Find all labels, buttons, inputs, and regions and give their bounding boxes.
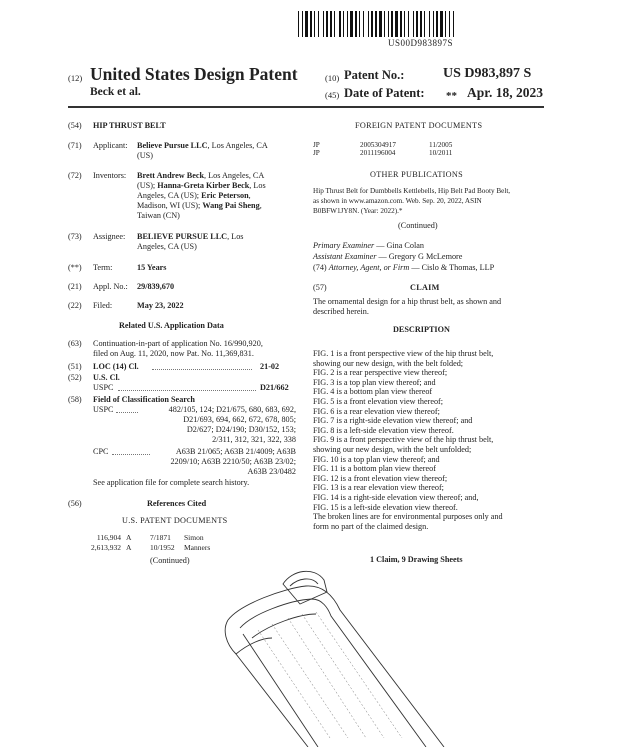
- term-code: (**): [68, 263, 82, 272]
- barcode-bar: [420, 11, 422, 37]
- attorney-label: Attorney, Agent, or Firm: [328, 263, 410, 272]
- foreign-number: 2005304917: [360, 141, 396, 149]
- attorney-code: (74): [313, 263, 327, 272]
- inventor-name: Eric Peterson: [201, 191, 249, 200]
- inventors-label: Inventors:: [93, 171, 127, 180]
- description-line: FIG. 1 is a front perspective view of the hip thrust belt,: [313, 349, 494, 358]
- other-continued: (Continued): [398, 221, 438, 230]
- applicant-line2: (US): [137, 151, 153, 160]
- barcode-bar: [445, 11, 446, 37]
- description-line: FIG. 6 is a rear elevation view thereof;: [313, 406, 440, 416]
- inventor-location: , Los Angeles, CA: [204, 171, 265, 180]
- assistant-examiner-label: Assistant Examiner: [313, 252, 377, 261]
- uspc-label: USPC: [93, 405, 114, 414]
- inventor-location: ,: [248, 191, 251, 200]
- continuation-line1: Continuation-in-part of application No. 16/990,920,: [93, 339, 263, 348]
- barcode-bar: [371, 11, 373, 37]
- date-stars: **: [446, 90, 457, 102]
- uspc-line: 482/105, 124; D21/675, 680, 683, 692,: [168, 405, 296, 414]
- claim-heading: CLAIM: [410, 283, 440, 292]
- description-line: FIG. 5 is a front elevation view thereof;: [313, 396, 444, 406]
- ref-row: [88, 533, 248, 543]
- barcode-bar: [330, 11, 332, 37]
- barcode-bar: [310, 11, 312, 37]
- barcode-bar: [298, 11, 299, 37]
- foreign-number: 2011196004: [360, 149, 396, 157]
- loc-value: 21-02: [260, 362, 280, 371]
- description-line: FIG. 4 is a bottom plan view thereof: [313, 387, 433, 397]
- appl-code: (21): [68, 282, 82, 291]
- barcode-bar: [408, 11, 409, 37]
- inventor-name: Hanna-Greta Kirber Beck: [157, 181, 250, 190]
- other-publication: [313, 186, 510, 216]
- primary-examiner-name: Gina Colan: [386, 241, 424, 250]
- refs-continued: (Continued): [150, 556, 190, 565]
- applicant-label: Applicant:: [93, 141, 128, 150]
- description-line: FIG. 15 is a left-side elevation view thereof.: [313, 502, 458, 512]
- inventors-code: (72): [68, 171, 82, 180]
- cpc-line: A63B 21/065; A63B 21/4009; A63B: [175, 447, 296, 456]
- refs-subheading: U.S. PATENT DOCUMENTS: [122, 516, 228, 525]
- primary-examiner-label: Primary Examiner: [313, 241, 375, 250]
- uscl-label: U.S. Cl.: [93, 373, 120, 382]
- barcode-bar: [416, 11, 418, 37]
- field-code: (58): [68, 395, 82, 404]
- uscl-value: D21/662: [260, 383, 289, 392]
- ref-kind: A: [126, 533, 132, 542]
- appl-label: Appl. No.:: [93, 282, 128, 291]
- barcode-bar: [318, 11, 319, 37]
- foreign-country: JP: [313, 141, 320, 149]
- barcode-bar: [326, 11, 328, 37]
- uscl-code: (52): [68, 373, 82, 382]
- description-line: showing our new design, with the belt unfolded;: [313, 444, 472, 454]
- barcode-bar: [314, 11, 315, 37]
- ref-date: 10/1952: [150, 543, 175, 552]
- other-line: Hip Thrust Belt for Dumbbells Kettlebells, Hip Belt Pad Booty Belt,: [313, 187, 511, 195]
- inventors-line1: [137, 171, 264, 181]
- appl-number: 29/839,670: [137, 282, 175, 291]
- uspc-lines: [140, 405, 296, 445]
- description-line: FIG. 12 is a front elevation view thereof;: [313, 473, 448, 483]
- other-line: B0BFW1JY8N. (Year: 2022).*: [313, 207, 403, 215]
- barcode-bar: [350, 11, 353, 37]
- description-line: FIG. 10 is a top plan view thereof; and: [313, 454, 440, 464]
- barcode-bar: [379, 11, 382, 37]
- sheets-summary: 1 Claim, 9 Drawing Sheets: [370, 555, 463, 564]
- continuation-code: (63): [68, 339, 82, 348]
- barcode-bar: [363, 11, 364, 37]
- inventor-short: Beck et al.: [90, 86, 141, 98]
- filed-code: (22): [68, 301, 82, 310]
- uscl-sub: USPC: [93, 383, 114, 392]
- description-line: form no part of the claimed design.: [313, 521, 429, 531]
- claim-code: (57): [313, 283, 327, 292]
- barcode-bar: [375, 11, 377, 37]
- ref-row: [88, 543, 248, 553]
- ref-date: 7/1871: [150, 533, 171, 542]
- barcode-bar: [323, 11, 324, 37]
- barcode-bar: [334, 11, 335, 37]
- continuation-line2: filed on Aug. 11, 2020, now Pat. No. 11,369,831.: [93, 349, 254, 358]
- barcode-bar: [355, 11, 357, 37]
- cpc-line: 2209/10; A63B 2210/50; A63B 23/02;: [170, 457, 296, 466]
- document-type: United States Design Patent: [90, 64, 298, 84]
- loc-label: LOC (14) Cl.: [93, 362, 139, 371]
- inventors-line2: [137, 181, 266, 191]
- barcode-bar: [400, 11, 402, 37]
- barcode-bar: [436, 11, 438, 37]
- applicant-name: Believe Pursue LLC: [137, 141, 208, 150]
- description-line: The broken lines are for environmental purposes only and: [313, 512, 503, 522]
- foreign-date: 10/2011: [429, 149, 453, 157]
- barcode-bar: [359, 11, 360, 37]
- description-line: showing our new design, with the belt folded;: [313, 358, 464, 368]
- patent-number: US D983,897 S: [443, 66, 532, 81]
- loc-code: (51): [68, 362, 82, 371]
- refs-code: (56): [68, 499, 82, 508]
- refs-heading: References Cited: [147, 499, 207, 508]
- leader-dots: [152, 362, 252, 370]
- applicant-code: (71): [68, 141, 82, 150]
- code-45: (45): [325, 90, 340, 100]
- primary-examiner: Primary Examiner — Gina Colan: [313, 241, 424, 250]
- belt-drawing: [0, 568, 622, 747]
- barcode-number: US00D983897S: [388, 38, 454, 48]
- term-value: 15 Years: [137, 263, 167, 272]
- cpc-label: CPC: [93, 447, 109, 456]
- date-label: Date of Patent:: [344, 86, 425, 100]
- code-12: (12): [68, 73, 83, 83]
- title: HIP THRUST BELT: [93, 121, 166, 130]
- ref-name: Manners: [184, 543, 211, 552]
- related-heading: Related U.S. Application Data: [119, 321, 224, 330]
- barcode-bar: [347, 11, 348, 37]
- barcode-bar: [339, 11, 341, 37]
- applicant-line1: [137, 141, 268, 151]
- leader-dots: [116, 405, 138, 413]
- term-label: Term:: [93, 263, 113, 272]
- foreign-date: 11/2005: [429, 141, 453, 149]
- attorney: (74) Attorney, Agent, or Firm — Cislo & Thomas, LLP: [313, 263, 495, 272]
- barcode-bar: [305, 11, 308, 37]
- uspc-line: D21/693, 694, 662, 672, 678, 805;: [183, 415, 296, 424]
- patent-date: Apr. 18, 2023: [467, 85, 544, 100]
- barcode-bar: [395, 11, 398, 37]
- inventors-line3: [137, 191, 251, 201]
- claim-line: described herein.: [313, 307, 369, 316]
- search-note: See application file for complete search history.: [93, 478, 250, 487]
- other-line: as shown in www.amazon.com. Web. Sep. 20, 2022, ASIN: [313, 197, 482, 205]
- barcode-bar: [424, 11, 425, 37]
- barcode-bar: [368, 11, 369, 37]
- barcode-bar: [413, 11, 414, 37]
- foreign-row: [313, 148, 513, 158]
- inventor-location: , Los: [249, 181, 266, 190]
- cpc-line: A63B 23/0482: [247, 467, 296, 476]
- barcode-bar: [302, 11, 303, 37]
- assistant-examiner-name: Gregory G McLemore: [388, 252, 463, 261]
- inventor-location: Madison, WI (US);: [137, 201, 203, 210]
- description-line: FIG. 13 is a rear elevation view thereof;: [313, 483, 444, 493]
- assistant-examiner: Assistant Examiner — Gregory G McLemore: [313, 252, 463, 261]
- description-heading: DESCRIPTION: [393, 325, 450, 334]
- barcode-bar: [343, 11, 344, 37]
- foreign-country: JP: [313, 149, 320, 157]
- inventor-location: ,: [259, 201, 262, 210]
- description-line: FIG. 7 is a right-side elevation view thereof; and: [313, 416, 473, 426]
- barcode-bar: [449, 11, 450, 37]
- ref-name: Simon: [184, 533, 204, 542]
- field-label: Field of Classification Search: [93, 395, 195, 404]
- filed-date: May 23, 2022: [137, 301, 184, 310]
- assignee-line2: Angeles, CA (US): [137, 242, 197, 251]
- description-line: FIG. 8 is a left-side elevation view thereof.: [313, 425, 454, 435]
- foreign-heading: FOREIGN PATENT DOCUMENTS: [355, 121, 483, 130]
- applicant-location: , Los Angeles, CA: [207, 141, 268, 150]
- title-code: (54): [68, 121, 82, 130]
- barcode-bar: [388, 11, 389, 37]
- assignee-name: BELIEVE PURSUE LLC: [137, 232, 228, 241]
- code-10: (10): [325, 73, 340, 83]
- description-line: FIG. 11 is a bottom plan view thereof: [313, 464, 436, 474]
- assignee-location: , Los: [227, 232, 244, 241]
- inventor-name: Brett Andrew Beck: [137, 171, 205, 180]
- uspc-line: D2/627; D24/190; D30/152, 153;: [186, 425, 296, 434]
- description-line: FIG. 2 is a rear perspective view thereof;: [313, 368, 448, 378]
- barcode-bar: [433, 11, 434, 37]
- inventor-name: Wang Pai Sheng: [202, 201, 260, 210]
- barcode: [298, 11, 543, 37]
- filed-label: Filed:: [93, 301, 113, 310]
- barcode-bar: [429, 11, 430, 37]
- assignee-code: (73): [68, 232, 82, 241]
- leader-dots: [118, 383, 256, 391]
- inventors-line4: [137, 201, 262, 211]
- ref-kind: A: [126, 543, 132, 552]
- assignee-label: Assignee:: [93, 232, 126, 241]
- attorney-name: Cislo & Thomas, LLP: [421, 263, 495, 272]
- claim-text: [313, 297, 501, 317]
- barcode-bar: [440, 11, 443, 37]
- ref-number: 2,613,932: [91, 543, 121, 552]
- assignee-line1: [137, 232, 243, 242]
- ref-number: 116,904: [96, 533, 121, 542]
- other-heading: OTHER PUBLICATIONS: [370, 170, 463, 179]
- barcode-bar: [453, 11, 454, 37]
- description-line: FIG. 14 is a right-side elevation view thereof; and,: [313, 492, 479, 502]
- description-line: FIG. 3 is a top plan view thereof; and: [313, 377, 436, 387]
- claim-line: The ornamental design for a hip thrust belt, as shown and: [313, 297, 502, 306]
- barcode-bar: [391, 11, 393, 37]
- inventor-location: Angeles, CA (US);: [137, 191, 202, 200]
- patent-no-label: Patent No.:: [344, 68, 405, 82]
- uspc-line: 2/311, 312, 321, 322, 338: [212, 435, 296, 444]
- header-rule: [68, 106, 544, 108]
- barcode-bar: [404, 11, 405, 37]
- barcode-bar: [384, 11, 385, 37]
- inventors-line5: Taiwan (CN): [137, 211, 180, 220]
- description-line: FIG. 9 is a front perspective view of the hip thrust belt,: [313, 435, 494, 445]
- description-text: [313, 349, 503, 531]
- cpc-lines: [140, 447, 296, 477]
- inventor-location: (US);: [137, 181, 158, 190]
